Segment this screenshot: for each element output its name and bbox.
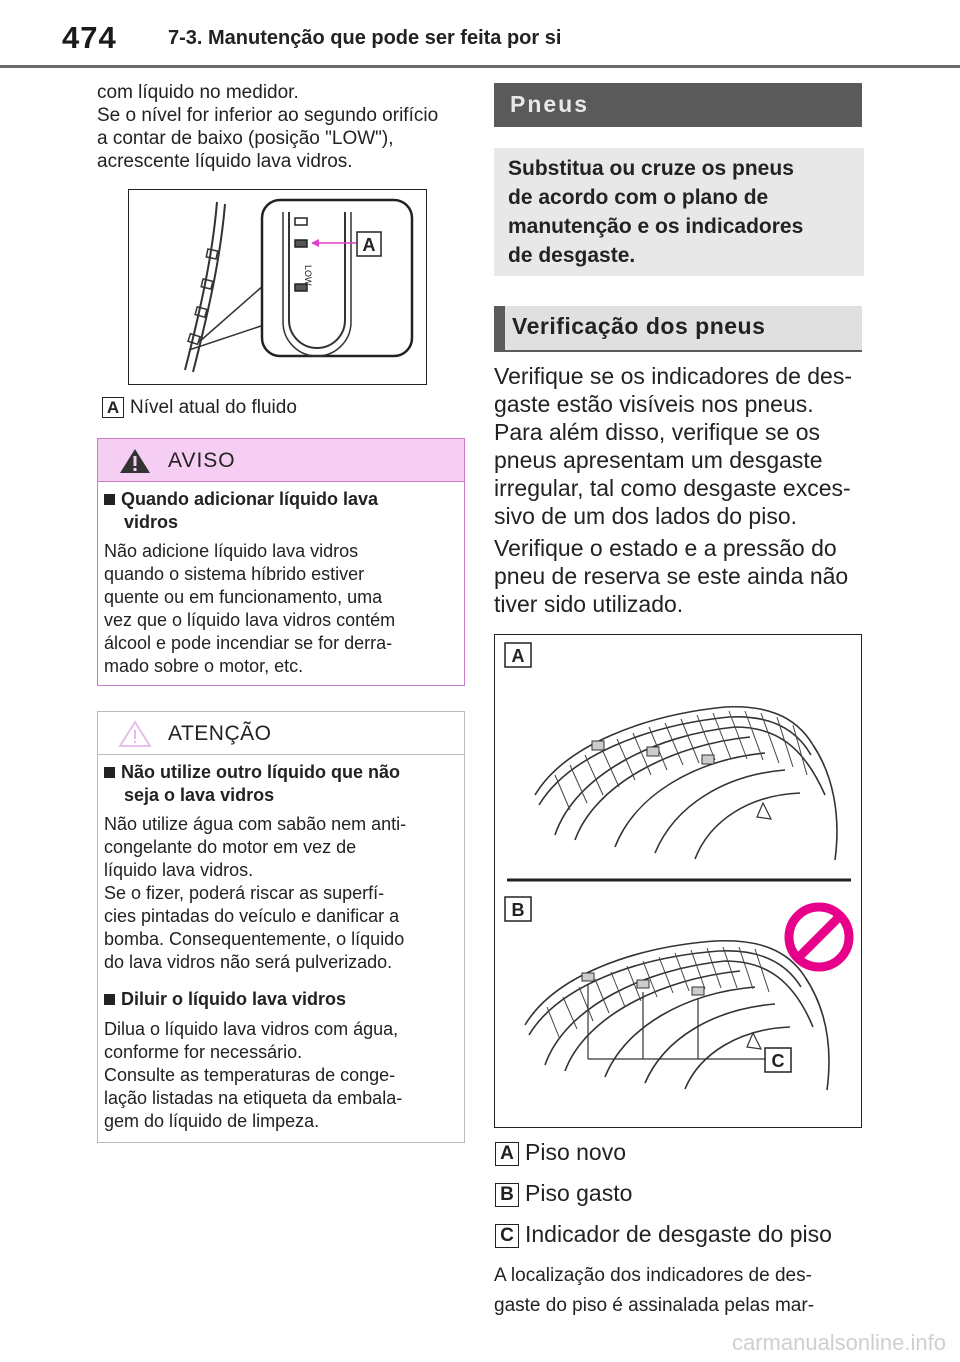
warning-title: AVISO bbox=[168, 449, 236, 472]
intro-line: Se o nível for inferior ao segundo orifício bbox=[97, 105, 439, 126]
footer-paragraph: A localização dos indicadores de des- gaste do piso é assinalada pelas mar- bbox=[494, 1265, 815, 1316]
legend-label: Nível atual do fluido bbox=[130, 397, 297, 418]
legend-key: B bbox=[495, 1183, 519, 1207]
legend-key: C bbox=[495, 1224, 519, 1248]
caution-header bbox=[98, 712, 464, 755]
figure1-callout: A bbox=[362, 235, 376, 255]
intro-line: acrescente líquido lava vidros. bbox=[97, 151, 353, 172]
gauge-low-text: LOW bbox=[303, 265, 313, 286]
tire-tread-figure bbox=[494, 634, 862, 1128]
legend-key: A bbox=[495, 1142, 519, 1166]
caution-item1-text: Não utilize água com sabão nem anti- congelante do motor em vez de líquido lava vidros. Se o fizer, poderá riscar as superfí- cies pintadas do veículo e danificar a bomba. Consequentemente, o líquido do lava vidros não será pulverizado. bbox=[104, 814, 407, 972]
bullet-square-icon bbox=[104, 767, 115, 778]
legend-item-a bbox=[102, 396, 297, 419]
heading-accent bbox=[494, 306, 505, 350]
legend-item-c bbox=[495, 1220, 832, 1248]
spare-tire-paragraph: Verifique o estado e a pressão do pneu de reserva se este ainda não tiver sido utilizado. bbox=[494, 535, 849, 617]
caution-item1-heading: Não utilize outro líquido que não seja o lava vidros bbox=[104, 761, 454, 807]
section-summary: Substitua ou cruze os pneus de acordo com o plano de manutenção e os indicadores de desgaste. bbox=[508, 157, 804, 267]
section-heading-bar bbox=[494, 83, 862, 127]
intro-paragraph bbox=[97, 81, 467, 173]
subsection-heading-bar bbox=[494, 306, 862, 352]
tire-tread-illustration bbox=[495, 635, 861, 1127]
intro-line: a contar de baixo (posição "LOW"), bbox=[97, 128, 394, 149]
page-number: 474 bbox=[62, 20, 117, 55]
intro-line: com líquido no medidor. bbox=[97, 82, 299, 103]
legend-key: A bbox=[102, 397, 124, 418]
caution-triangle-icon bbox=[118, 720, 152, 748]
legend-label: Piso novo bbox=[525, 1139, 627, 1165]
caution-item2-text: Dilua o líquido lava vidros com água, conforme for necessário. Consulte as temperaturas de conge- lação listadas na etiqueta da embala- gem do líquido de limpeza. bbox=[104, 1019, 403, 1131]
legend-item-b bbox=[495, 1179, 632, 1207]
warning-text: Não adicione líquido lava vidros quando o sistema híbrido estiver quente ou em funcionamento, uma vez que o líquido lava vidros contém álcool e pode incendiar se for derra- mado sobre o motor, etc. bbox=[104, 541, 396, 676]
figure2-label-a: A bbox=[511, 646, 525, 666]
figure2-label-b: B bbox=[511, 900, 525, 920]
subsection-heading: Verificação dos pneus bbox=[512, 313, 766, 339]
tire-check-paragraph: Verifique se os indicadores de des- gaste estão visíveis nos pneus. Para além disso, verifique se os pneus apresentam um desgaste irregular, tal como desgaste exces- sivo de um dos lados do piso. bbox=[494, 363, 852, 529]
gauge-illustration bbox=[129, 190, 426, 384]
figure2-label-c: C bbox=[771, 1051, 785, 1071]
warning-header bbox=[98, 439, 464, 482]
header-rule bbox=[0, 65, 960, 68]
warning-heading: Quando adicionar líquido lava vidros bbox=[104, 488, 454, 534]
washer-fluid-gauge-figure bbox=[128, 189, 427, 385]
legend-label: Indicador de desgaste do piso bbox=[525, 1221, 832, 1247]
bullet-square-icon bbox=[104, 994, 115, 1005]
prohibition-icon bbox=[789, 907, 849, 967]
section-heading: Pneus bbox=[510, 91, 590, 117]
caution-box bbox=[97, 711, 465, 1143]
caution-title: ATENÇÃO bbox=[168, 722, 272, 745]
section-title: 7-3. Manutenção que pode ser feita por si bbox=[168, 27, 562, 49]
watermark: carmanualsonline.info bbox=[731, 1330, 946, 1355]
warning-triangle-icon bbox=[118, 447, 152, 475]
warning-box bbox=[97, 438, 465, 686]
legend-label: Piso gasto bbox=[525, 1180, 633, 1206]
caution-item2-heading: Diluir o líquido lava vidros bbox=[104, 988, 454, 1011]
legend-item-a bbox=[495, 1138, 626, 1166]
section-summary-box bbox=[494, 148, 864, 276]
bullet-square-icon bbox=[104, 494, 115, 505]
